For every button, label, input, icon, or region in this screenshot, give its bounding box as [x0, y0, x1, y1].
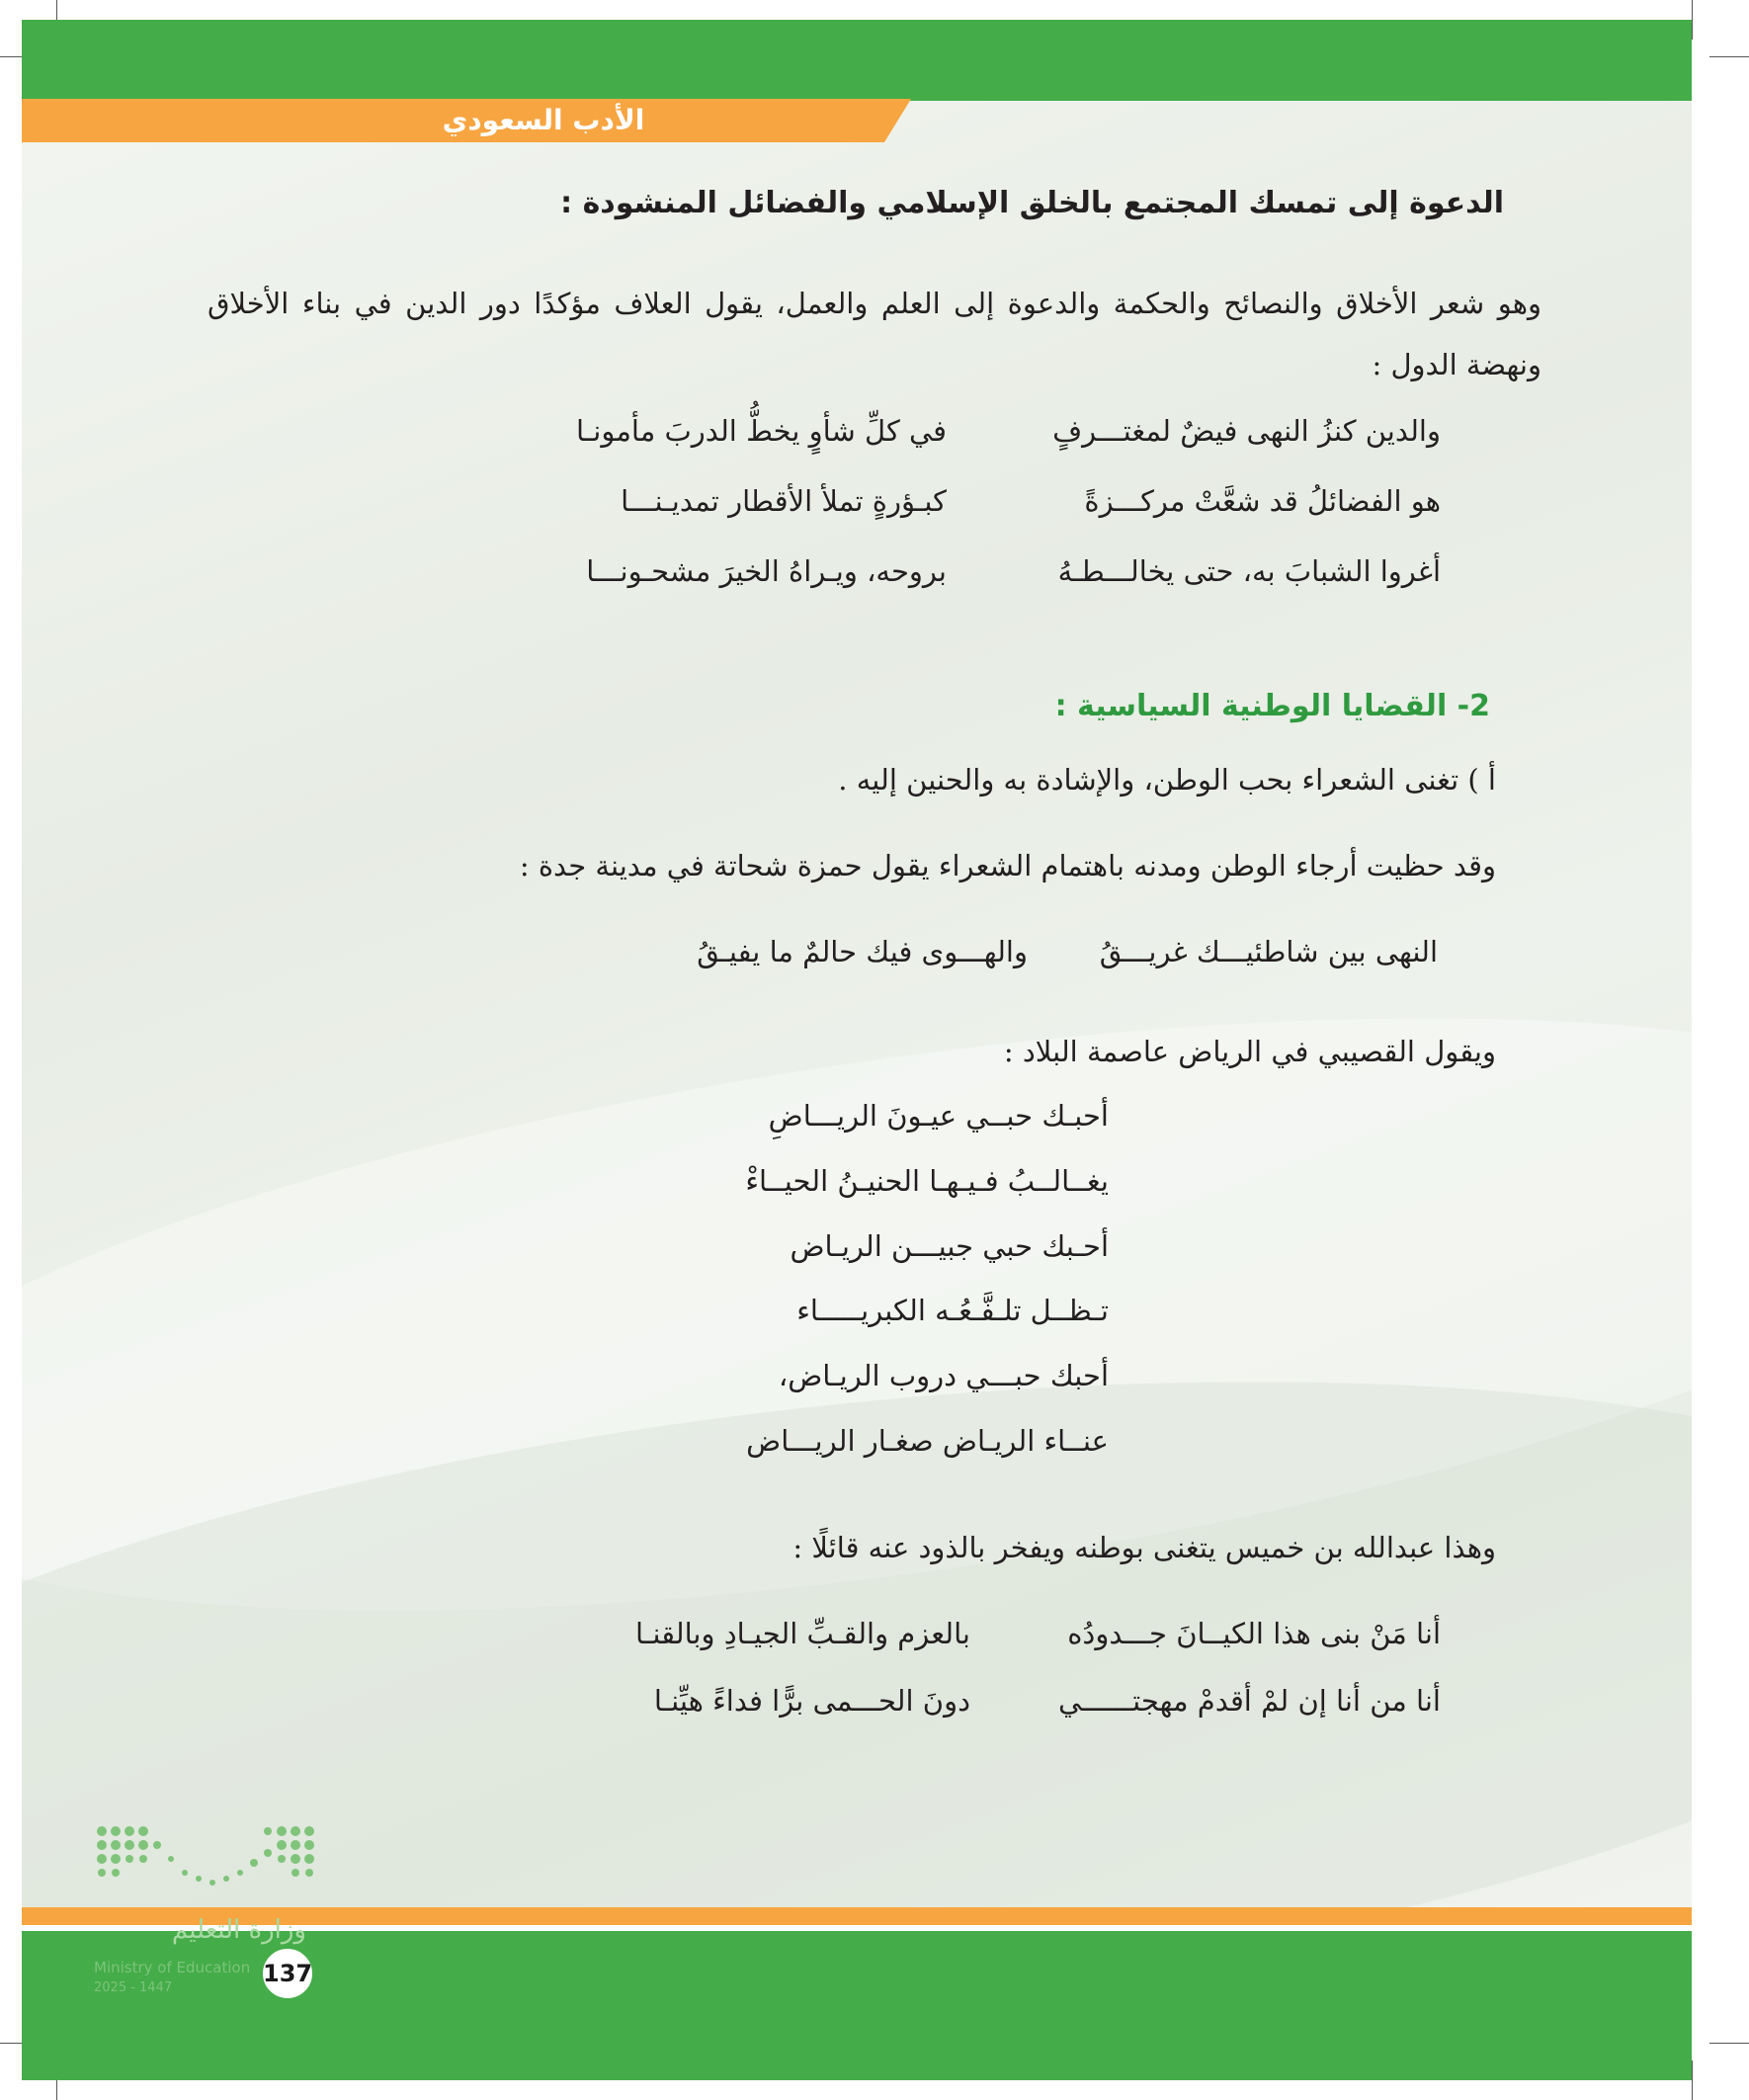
- intro-paragraph: وهو شعر الأخلاق والنصائح والحكمة والدعوة إلى العلم والعمل، يقول العلاف مؤكدًا دور الدين في بناء الأخلاق ونهضة الدول :: [208, 287, 1541, 381]
- ministry-year: 2025 - 1447: [94, 1980, 173, 1995]
- section-heading: الدعوة إلى تمسك المجتمع بالخلق الإسلامي والفضائل المنشودة :: [560, 186, 1504, 220]
- ministry-name-english: Ministry of Education: [94, 1959, 251, 1976]
- poem-line: عنــاء الريـاض صغـار الريـــاض: [746, 1424, 1109, 1458]
- ministry-name-arabic: وزارة التعليم: [171, 1915, 306, 1945]
- verse-first-hemistich: والدين كنزُ النهى فيضٌ لمغتـــرفٍ: [1052, 414, 1441, 448]
- logo-dots-icon: [94, 1823, 321, 1902]
- verse-first-hemistich: أنا من أنا إن لمْ أقدمْ مهجتــــــي: [1058, 1684, 1441, 1718]
- riyadh-intro: ويقول القصيبي في الرياض عاصمة البلاد :: [1003, 1035, 1496, 1068]
- jeddah-intro: وقد حظيت أرجاء الوطن ومدنه باهتمام الشعراء يقول حمزة شحاتة في مدينة جدة :: [519, 849, 1496, 882]
- crop-mark: [1709, 2043, 1749, 2044]
- verse-second-hemistich: دونَ الحـــمى برًّا فداءً هيِّنـا: [653, 1684, 970, 1718]
- poem-line: يغــالــبُ فـيـهـا الحنيـنُ الحيــاءْ: [745, 1164, 1109, 1198]
- khamis-intro: وهذا عبدالله بن خميس يتغنى بوطنه ويفخر بالذود عنه قائلًا :: [792, 1531, 1496, 1564]
- poem-line: تـظــل تلـفَّـعُـه الكبريـــــاء: [796, 1294, 1109, 1327]
- crop-mark: [1692, 2060, 1693, 2100]
- book-title: الأدب السعودي: [442, 104, 645, 136]
- verse-first-hemistich: أنا مَنْ بنى هذا الكيــانَ جـــدودُه: [1067, 1617, 1441, 1650]
- point-a: أ ) تغنى الشعراء بحب الوطن، والإشادة به والحنين إليه .: [838, 763, 1496, 797]
- poem-line: أحـبك حبي جبيـــن الريـاض: [790, 1229, 1109, 1263]
- verse-second-hemistich: في كلِّ شأوٍ يخطُّ الدربَ مأمونـا: [575, 414, 947, 448]
- verse-second-hemistich: والهـــوى فيك حالمٌ ما يفيـقُ: [697, 935, 1028, 968]
- verse-first-hemistich: النهى بين شاطئيـــك غريـــقُ: [1099, 935, 1438, 968]
- crop-mark: [1692, 0, 1693, 40]
- section-heading: 2- القضايا الوطنية السياسية :: [1054, 689, 1490, 723]
- verse-first-hemistich: أغروا الشبابَ به، حتى يخالـــطـهُ: [1057, 554, 1441, 588]
- poem-line: أحبـك حبــي عيـونَ الريـــاضِ: [768, 1099, 1109, 1133]
- verse-second-hemistich: بالعزم والقـبِّ الجيـادِ وبالقنـا: [635, 1617, 970, 1650]
- poem-line: أحبك حبـــي دروب الريـاض،: [778, 1359, 1109, 1392]
- page-number: 137: [259, 1945, 316, 2002]
- verse-first-hemistich: هو الفضائلُ قد شعَّتْ مركـــزةً: [1084, 484, 1441, 518]
- verse-second-hemistich: بروحه، ويـراهُ الخيرَ مشحـونـــا: [586, 554, 947, 588]
- verse-second-hemistich: كبـؤرةٍ تملأ الأقطار تمديـنـــا: [621, 484, 947, 518]
- top-green-band: [22, 20, 1692, 101]
- crop-mark: [1709, 56, 1749, 57]
